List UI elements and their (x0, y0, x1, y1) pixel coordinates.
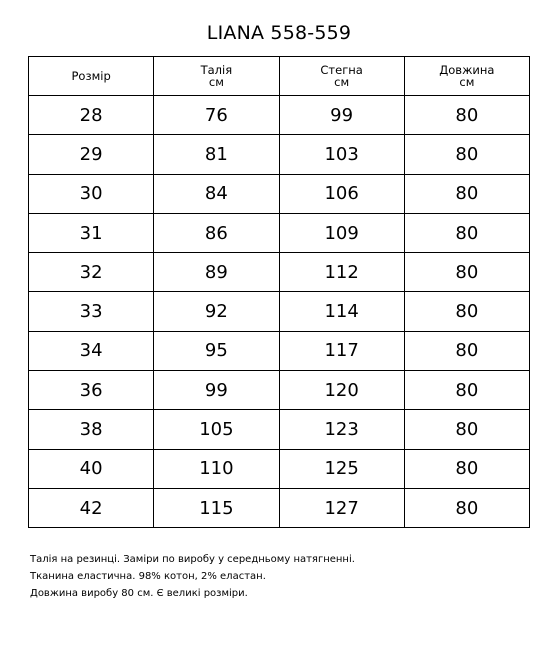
header-size (29, 57, 154, 96)
header-length (404, 57, 529, 96)
cell-hips: 117 (279, 331, 404, 370)
cell-waist: 110 (154, 449, 279, 488)
table-row (29, 135, 530, 174)
cell-size: 34 (29, 331, 154, 370)
header-waist (154, 57, 279, 96)
cell-waist: 89 (154, 253, 279, 292)
cell-waist: 105 (154, 410, 279, 449)
table-row (29, 292, 530, 331)
page-title: LIANA 558-559 (206, 22, 352, 44)
table-row (29, 410, 530, 449)
cell-waist: 84 (154, 174, 279, 213)
cell-size: 32 (29, 253, 154, 292)
cell-length: 80 (404, 135, 529, 174)
header-size-label: Розмір (71, 69, 111, 83)
cell-length: 80 (404, 96, 529, 135)
cell-length: 80 (404, 371, 529, 410)
cell-size: 38 (29, 410, 154, 449)
cell-hips: 123 (279, 410, 404, 449)
header-waist-unit: см (208, 75, 224, 89)
cell-waist: 76 (154, 96, 279, 135)
cell-waist: 115 (154, 488, 279, 527)
cell-size: 29 (29, 135, 154, 174)
cell-length: 80 (404, 488, 529, 527)
cell-waist: 92 (154, 292, 279, 331)
cell-waist: 99 (154, 371, 279, 410)
note-line: Тканина еластична. 98% котон, 2% еластан. (30, 571, 266, 582)
cell-size: 36 (29, 371, 154, 410)
cell-size: 42 (29, 488, 154, 527)
header-hips (279, 57, 404, 96)
cell-hips: 99 (279, 96, 404, 135)
cell-waist: 86 (154, 213, 279, 252)
note-line: Талія на резинці. Заміри по виробу у середньому натягненні. (30, 554, 355, 565)
cell-hips: 112 (279, 253, 404, 292)
note-line: Довжина виробу 80 см. Є великі розміри. (30, 588, 248, 599)
cell-hips: 127 (279, 488, 404, 527)
table-header-row (29, 57, 530, 96)
cell-size: 28 (29, 96, 154, 135)
header-hips-unit: см (334, 75, 350, 89)
header-length-unit: см (459, 75, 475, 89)
cell-hips: 114 (279, 292, 404, 331)
cell-waist: 95 (154, 331, 279, 370)
cell-hips: 106 (279, 174, 404, 213)
table-row (29, 371, 530, 410)
table-row (29, 488, 530, 527)
cell-length: 80 (404, 253, 529, 292)
cell-length: 80 (404, 174, 529, 213)
header-length-label: Довжина (439, 63, 495, 77)
table-row (29, 96, 530, 135)
cell-length: 80 (404, 449, 529, 488)
cell-size: 31 (29, 213, 154, 252)
cell-length: 80 (404, 410, 529, 449)
notes-block (30, 551, 355, 602)
cell-length: 80 (404, 331, 529, 370)
cell-size: 40 (29, 449, 154, 488)
header-hips-label: Стегна (320, 63, 363, 77)
cell-size: 33 (29, 292, 154, 331)
table-row (29, 213, 530, 252)
table-row (29, 253, 530, 292)
cell-hips: 125 (279, 449, 404, 488)
cell-hips: 120 (279, 371, 404, 410)
cell-waist: 81 (154, 135, 279, 174)
cell-size: 30 (29, 174, 154, 213)
size-table (28, 56, 530, 528)
table-row (29, 449, 530, 488)
cell-hips: 103 (279, 135, 404, 174)
header-waist-label: Талія (200, 63, 233, 77)
cell-length: 80 (404, 292, 529, 331)
table-row (29, 174, 530, 213)
cell-length: 80 (404, 213, 529, 252)
cell-hips: 109 (279, 213, 404, 252)
table-row (29, 331, 530, 370)
